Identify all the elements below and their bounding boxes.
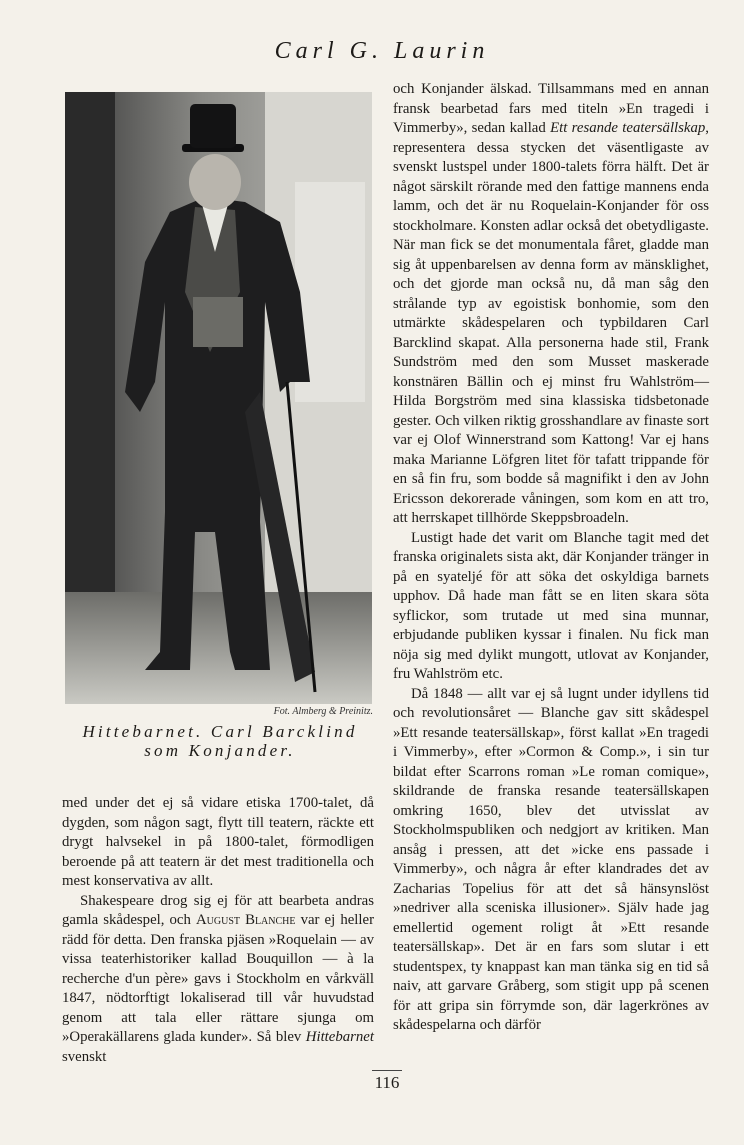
paragraph xyxy=(62,892,374,1068)
portrait-photo xyxy=(65,92,372,704)
caption-line-1: Hittebarnet. Carl Barcklind xyxy=(82,722,358,741)
paragraph: med under det ej så vidare etiska 1700-talet, då dygden, som någon sagt, flytt till teatern, räckte ett drygt halvsekel in på 1800-talet, förmodligen beroende på att teatern är det mest traditionella och mest konservativa av allt. xyxy=(62,795,374,889)
author-name: August Blanche xyxy=(195,912,296,928)
text-run: Shakespeare drog sig ej för att bearbeta andras gamla skådespel, och xyxy=(62,892,374,928)
text-run: svenskt xyxy=(62,1048,107,1065)
text-run: , representera dessa stycken det väsentligaste av svenskt lustspel under 1800-talets förra hälft. Det är något särskilt rörande med den fattige mannens enda lamm, och det är nu Roquelain-Konjander för oss stockholmare. Konsten adlar också det obetydligaste. När man fick se det monumentala fåret, gladde man sig åt uppenbarelsen av denna form av mänsklighet, och det gjorde man också nu, då man såg den strålande typ av egoistisk bonhomie, som den utmärkte skådespelaren och typbildaren Carl Barcklind skapat. Alla personerna hade stil, Frank Sundström med den som Musset maskerade konstnären Bällin och ej minst fru Wahlström—Hilda Borgström med sina klassiska tidsbetonade gester. Och vilken riktig grosshandlare av finaste sort var ej Olof Winnerstrand som Kattong! Var ej hans maka Marianne Löfgren litet för tafatt trippande för en så fin fru, som bodde så magnifikt i den av John Ericsson dekorerade våningen, som kom en att tro, att herrskapet tillhörde Skeppsbroadeln. xyxy=(393,120,709,526)
paragraph xyxy=(393,80,709,529)
paragraph: Lustigt hade det varit om Blanche tagit med det franska originalets sista akt, där Konjander tränger in på en syateljé för att söka det oskyldiga barnets upphov. Då hade man fått se en liten skara söta syflickor, som trutade ut med sina munnar, erbjudande publiken kyssar i finalen. Nu fick man nöja sig med dylikt mungott, utlovat av Konjander, fru Wahlström etc. xyxy=(393,529,709,682)
portrait-illustration xyxy=(65,92,372,704)
right-column xyxy=(393,80,709,1036)
photo-credit: Fot. Almberg & Preinitz. xyxy=(273,706,373,717)
running-header: Carl G. Laurin xyxy=(274,38,490,64)
play-title: Ett resande teatersällskap xyxy=(550,120,706,136)
figure-caption xyxy=(60,722,380,760)
play-title: Hittebarnet xyxy=(305,1029,374,1045)
text-run: var ej heller rädd för detta. Den franska pjäsen »Roquelain — av vissa teaterhistoriker kallad Bouquillon — à la recherche d'un père» gavs i Stockholm en vårkväll 1847, nödtorftigt lokaliserad till vår huvudstad genom att tala eller rättare sjunga om »Operakällarens glada kunder». Så blev xyxy=(62,912,375,1045)
caption-line-2: som Konjander. xyxy=(144,741,296,760)
paragraph: Då 1848 — allt var ej så lugnt under idyllens tid och revolutionsåret — Blanche gav sitt skådespel »Ett resande teatersällskap», först kallat »En tragedi i Vimmerby», efter »Cormon & Comp.», i sin tur bildat efter Scarrons roman »Le roman comique», skildrande de franska resande teatersällskapen omkring 1650, blev det utvisslat av Stockholmspubliken och nedgjort av kritiken. Man ansåg i pressen, att det »icke ens passade i Vimmerby», och några år efter klandrades det av Zacharias Topelius för att det så hänsynslöst »nedriver alla sceniska illusioner». Själv hade jag emellertid ogement roligt åt »Ett resande teatersällskap». Det är en fars som slutar i ett studentspex, ty knappast kan man tänka sig en tid så naiv, att garvare Gråberg, som stigit upp på scenen för att gripa sin förrymde son, där lagerkrönes av skådespelarna och därför xyxy=(393,685,709,1033)
text-run: och Konjander älskad. Tillsammans med en annan fransk bearbetad fars med titeln »En tragedi i Vimmerby», sedan kallad xyxy=(393,81,709,136)
left-column xyxy=(62,794,374,1067)
page-number: 116 xyxy=(372,1070,402,1093)
